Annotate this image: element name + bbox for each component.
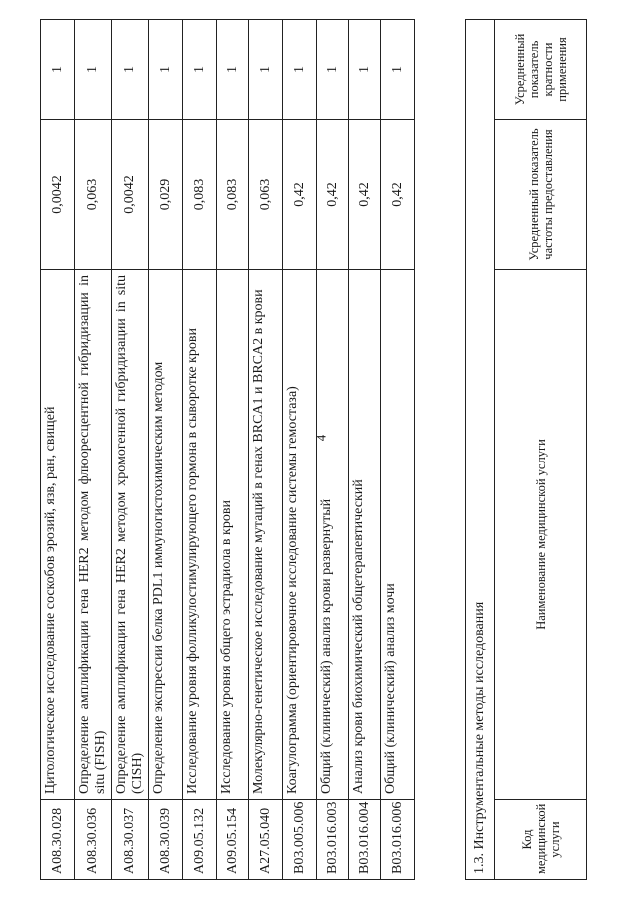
multiplicity-value: 1 <box>381 20 415 120</box>
service-name: Общий (клинический) анализ мочи <box>381 270 415 800</box>
service-code: A08.30.039 <box>149 800 183 880</box>
table-row <box>112 20 149 880</box>
header-code: Код медицинской услуги <box>495 800 587 880</box>
section-header-row <box>495 19 587 879</box>
frequency-value: 0,083 <box>183 120 217 270</box>
multiplicity-value: 1 <box>317 20 349 120</box>
service-name: Цитологическое исследование соскобов эрозий, язв, ран, свищей <box>41 270 75 800</box>
header-multiplicity: Усредненный показатель кратности применения <box>495 19 587 119</box>
table-row <box>381 20 415 880</box>
frequency-value: 0,42 <box>283 120 317 270</box>
service-code: B03.016.004 <box>349 800 381 880</box>
page-number: 4 <box>313 434 329 442</box>
table-row <box>283 20 317 880</box>
services-table <box>40 19 415 880</box>
service-code: A09.05.132 <box>183 800 217 880</box>
multiplicity-value: 1 <box>283 20 317 120</box>
multiplicity-value: 1 <box>41 20 75 120</box>
multiplicity-value: 1 <box>112 20 149 120</box>
table-row <box>317 20 349 880</box>
service-name: Определение экспрессии белка PDL1 иммуногистохимическим методом <box>149 270 183 800</box>
frequency-value: 0,029 <box>149 120 183 270</box>
frequency-value: 0,42 <box>349 120 381 270</box>
multiplicity-value: 1 <box>149 20 183 120</box>
header-frequency: Усредненный показатель частоты предоставления <box>495 120 587 270</box>
section-title: 1.3. Инструментальные методы исследования <box>466 19 495 879</box>
services-table-body <box>41 20 415 880</box>
service-name: Общий (клинический) анализ крови развернутый <box>317 270 349 800</box>
table-row <box>349 20 381 880</box>
service-code: A08.30.036 <box>75 800 112 880</box>
frequency-value: 0,0042 <box>112 120 149 270</box>
service-name: Молекулярно-генетическое исследование мутаций в генах BRCA1 и BRCA2 в крови <box>249 270 283 800</box>
frequency-value: 0,42 <box>317 120 349 270</box>
table-row <box>149 20 183 880</box>
service-code: A09.05.154 <box>217 800 249 880</box>
frequency-value: 0,063 <box>249 120 283 270</box>
multiplicity-value: 1 <box>183 20 217 120</box>
rotated-sheet <box>40 20 600 880</box>
header-name: Наименование медицинской услуги <box>495 270 587 800</box>
frequency-value: 0,42 <box>381 120 415 270</box>
frequency-value: 0,063 <box>75 120 112 270</box>
service-name: Анализ крови биохимический общетерапевтический <box>349 270 381 800</box>
service-name: Коагулограмма (ориентировочное исследование системы гемостаза) <box>283 270 317 800</box>
service-name: Исследование уровня общего эстрадиола в крови <box>217 270 249 800</box>
table-row <box>249 20 283 880</box>
multiplicity-value: 1 <box>75 20 112 120</box>
table-row <box>183 20 217 880</box>
service-name: Определение амплификации гена HER2 методом хромогенной гибридизации in situ (CISH) <box>112 270 149 800</box>
table-row <box>217 20 249 880</box>
table-row <box>75 20 112 880</box>
service-code: A08.30.028 <box>41 800 75 880</box>
frequency-value: 0,0042 <box>41 120 75 270</box>
service-name: Исследование уровня фолликулостимулирующего гормона в сыворотке крови <box>183 270 217 800</box>
multiplicity-value: 1 <box>249 20 283 120</box>
section-title-row <box>466 19 495 879</box>
service-code: B03.005.006 <box>283 800 317 880</box>
service-code: A08.30.037 <box>112 800 149 880</box>
service-code: B03.016.006 <box>381 800 415 880</box>
frequency-value: 0,083 <box>217 120 249 270</box>
table-row <box>41 20 75 880</box>
service-code: A27.05.040 <box>249 800 283 880</box>
service-name: Определение амплификации гена HER2 методом флюоресцентной гибридизации in situ (FISH) <box>75 270 112 800</box>
service-code: B03.016.003 <box>317 800 349 880</box>
instrumental-section-table <box>465 19 587 880</box>
multiplicity-value: 1 <box>217 20 249 120</box>
multiplicity-value: 1 <box>349 20 381 120</box>
